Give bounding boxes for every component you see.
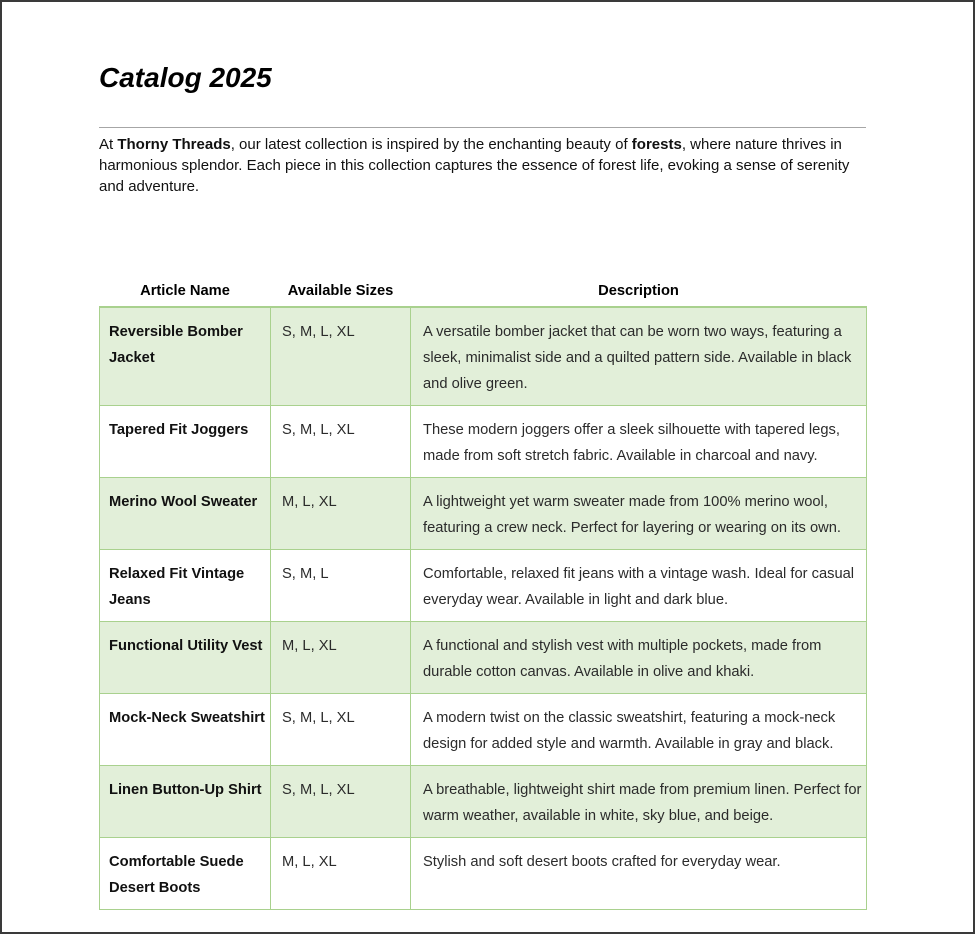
table-header bbox=[100, 279, 867, 307]
sizes-cell: S, M, L, XL bbox=[271, 766, 411, 838]
description-cell: A versatile bomber jacket that can be worn two ways, featuring a sleek, minimalist side and a quilted pattern side. Available in black and olive green. bbox=[411, 307, 867, 406]
article-name-cell: Reversible Bomber Jacket bbox=[100, 307, 271, 406]
sizes-cell: M, L, XL bbox=[271, 838, 411, 910]
intro-paragraph bbox=[99, 134, 866, 197]
table-row bbox=[100, 406, 867, 478]
sizes-cell: M, L, XL bbox=[271, 622, 411, 694]
article-name-cell: Functional Utility Vest bbox=[100, 622, 271, 694]
table-row bbox=[100, 478, 867, 550]
sizes-cell: S, M, L bbox=[271, 550, 411, 622]
intro-text: , our latest collection is inspired by the enchanting beauty of bbox=[230, 136, 632, 153]
table-row bbox=[100, 622, 867, 694]
sizes-cell: M, L, XL bbox=[271, 478, 411, 550]
column-header: Available Sizes bbox=[287, 283, 394, 299]
description-cell: A lightweight yet warm sweater made from 100% merino wool, featuring a crew neck. Perfect for layering or wearing on its own. bbox=[411, 478, 867, 550]
table-row bbox=[100, 307, 867, 406]
sizes-cell: S, M, L, XL bbox=[271, 307, 411, 406]
sizes-cell: S, M, L, XL bbox=[271, 694, 411, 766]
sizes-cell: S, M, L, XL bbox=[271, 406, 411, 478]
description-cell: Stylish and soft desert boots crafted for everyday wear. bbox=[411, 838, 867, 910]
catalog-table bbox=[99, 279, 867, 910]
intro-text: , where nature thrives in harmonious splendor. Each piece in this collection captures the essence of forest life, evoking a sense of serenity and adventure. bbox=[99, 136, 850, 195]
description-cell: Comfortable, relaxed fit jeans with a vintage wash. Ideal for casual everyday wear. Available in light and dark blue. bbox=[411, 550, 867, 622]
intro-bold-text: forests bbox=[631, 136, 682, 153]
table-row bbox=[100, 550, 867, 622]
table-row bbox=[100, 766, 867, 838]
column-header: Description bbox=[598, 283, 679, 299]
intro-text: At bbox=[99, 136, 118, 153]
table-row bbox=[100, 838, 867, 910]
table-body bbox=[100, 307, 867, 910]
article-name-cell: Tapered Fit Joggers bbox=[100, 406, 271, 478]
description-cell: A breathable, lightweight shirt made from premium linen. Perfect for warm weather, available in white, sky blue, and beige. bbox=[411, 766, 867, 838]
horizontal-divider bbox=[99, 127, 866, 128]
intro-bold-text: Thorny Threads bbox=[117, 136, 231, 153]
page-title: Catalog 2025 bbox=[99, 62, 272, 93]
article-name-cell: Comfortable Suede Desert Boots bbox=[100, 838, 271, 910]
article-name-cell: Linen Button-Up Shirt bbox=[100, 766, 271, 838]
document-content bbox=[99, 63, 866, 910]
description-cell: A functional and stylish vest with multiple pockets, made from durable cotton canvas. Available in olive and khaki. bbox=[411, 622, 867, 694]
article-name-cell: Mock-Neck Sweatshirt bbox=[100, 694, 271, 766]
column-header: Article Name bbox=[140, 283, 230, 299]
description-cell: A modern twist on the classic sweatshirt, featuring a mock-neck design for added style and warmth. Available in gray and black. bbox=[411, 694, 867, 766]
article-name-cell: Relaxed Fit Vintage Jeans bbox=[100, 550, 271, 622]
article-name-cell: Merino Wool Sweater bbox=[100, 478, 271, 550]
table-row bbox=[100, 694, 867, 766]
table-header-row bbox=[100, 279, 867, 307]
description-cell: These modern joggers offer a sleek silhouette with tapered legs, made from soft stretch fabric. Available in charcoal and navy. bbox=[411, 406, 867, 478]
